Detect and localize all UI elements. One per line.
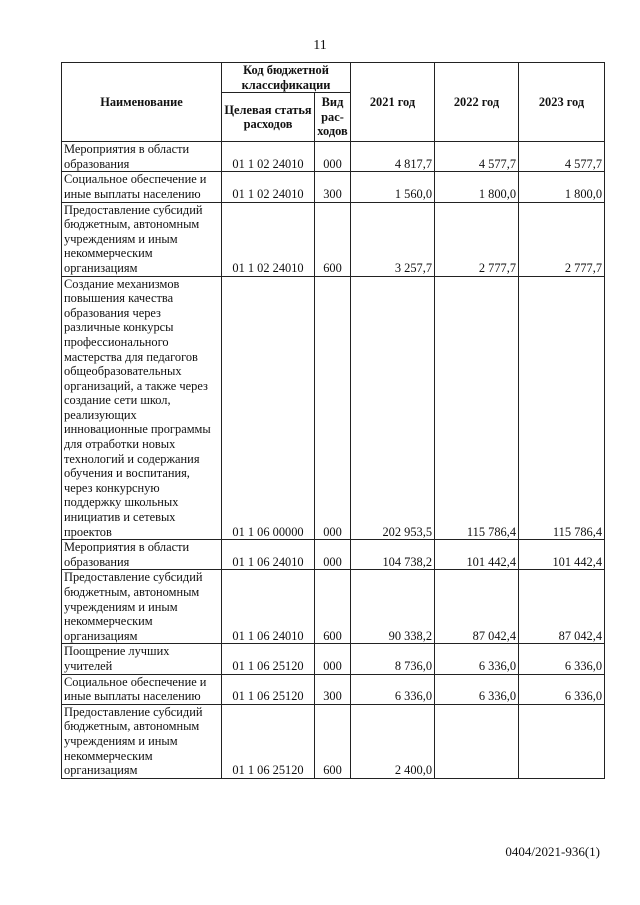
budget-table	[61, 62, 605, 779]
cell-name: Предоставление субсидий бюджетным, автономным учреждениям и иным некоммерческим организациям	[62, 570, 222, 644]
table-header	[62, 63, 605, 142]
cell-target-article: 01 1 02 24010	[222, 202, 315, 276]
cell-2023: 115 786,4	[519, 276, 605, 540]
cell-2022: 87 042,4	[435, 570, 519, 644]
table-row	[62, 704, 605, 778]
cell-2023: 4 577,7	[519, 142, 605, 172]
cell-2023: 6 336,0	[519, 644, 605, 674]
cell-2021: 104 738,2	[351, 540, 435, 570]
cell-name: Мероприятия в области образования	[62, 540, 222, 570]
cell-target-article: 01 1 06 24010	[222, 540, 315, 570]
header-code-group: Код бюджетной классификации	[222, 63, 351, 93]
cell-2023: 1 800,0	[519, 172, 605, 202]
cell-name: Предоставление субсидий бюджетным, автономным учреждениям и иным некоммерческим организациям	[62, 202, 222, 276]
cell-2022: 4 577,7	[435, 142, 519, 172]
cell-2022: 6 336,0	[435, 674, 519, 704]
cell-2022: 6 336,0	[435, 644, 519, 674]
document-number: 0404/2021-936(1)	[505, 844, 600, 859]
cell-target-article: 01 1 02 24010	[222, 172, 315, 202]
cell-name: Социальное обеспечение и иные выплаты населению	[62, 172, 222, 202]
cell-2021: 8 736,0	[351, 644, 435, 674]
cell-2022: 1 800,0	[435, 172, 519, 202]
cell-expense-type: 600	[315, 570, 351, 644]
cell-target-article: 01 1 06 25120	[222, 704, 315, 778]
table-row	[62, 644, 605, 674]
cell-expense-type: 000	[315, 142, 351, 172]
cell-expense-type: 300	[315, 172, 351, 202]
cell-expense-type: 300	[315, 674, 351, 704]
cell-2022	[435, 704, 519, 778]
cell-2023	[519, 704, 605, 778]
header-2021: 2021 год	[351, 63, 435, 142]
header-name: Наименование	[62, 63, 222, 142]
cell-2022: 115 786,4	[435, 276, 519, 540]
cell-2023: 101 442,4	[519, 540, 605, 570]
header-2022: 2022 год	[435, 63, 519, 142]
cell-2023: 87 042,4	[519, 570, 605, 644]
table-row	[62, 674, 605, 704]
page-number: 11	[313, 38, 327, 53]
cell-expense-type: 000	[315, 540, 351, 570]
cell-name: Предоставление субсидий бюджетным, автономным учреждениям и иным некоммерческим организациям	[62, 704, 222, 778]
cell-2021: 4 817,7	[351, 142, 435, 172]
table-row	[62, 570, 605, 644]
cell-2021: 202 953,5	[351, 276, 435, 540]
header-2023: 2023 год	[519, 63, 605, 142]
cell-name: Социальное обеспечение и иные выплаты населению	[62, 674, 222, 704]
cell-target-article: 01 1 06 00000	[222, 276, 315, 540]
table-row	[62, 540, 605, 570]
cell-2021: 6 336,0	[351, 674, 435, 704]
cell-2021: 2 400,0	[351, 704, 435, 778]
cell-target-article: 01 1 06 24010	[222, 570, 315, 644]
table-row	[62, 172, 605, 202]
cell-2023: 6 336,0	[519, 674, 605, 704]
cell-expense-type: 000	[315, 276, 351, 540]
table-row	[62, 276, 605, 540]
cell-2021: 90 338,2	[351, 570, 435, 644]
cell-name: Мероприятия в области образования	[62, 142, 222, 172]
cell-expense-type: 000	[315, 644, 351, 674]
table-row	[62, 202, 605, 276]
header-target: Целевая статья расходов	[222, 93, 315, 142]
header-row	[62, 63, 605, 93]
cell-target-article: 01 1 02 24010	[222, 142, 315, 172]
header-type: Вид рас-ходов	[315, 93, 351, 142]
cell-target-article: 01 1 06 25120	[222, 644, 315, 674]
cell-2022: 2 777,7	[435, 202, 519, 276]
table-body	[62, 142, 605, 779]
cell-name: Создание механизмов повышения качества образования через различные конкурсы профессионального мастерства для педагогов общеобразовательных организаций, а также через создание сети школ, реализующих инновационные программы для отработки новых технологий и содержания обучения и воспитания, через конкурсную поддержку школьных инициатив и сетевых проектов	[62, 276, 222, 540]
cell-target-article: 01 1 06 25120	[222, 674, 315, 704]
cell-2021: 1 560,0	[351, 172, 435, 202]
cell-2022: 101 442,4	[435, 540, 519, 570]
cell-expense-type: 600	[315, 704, 351, 778]
cell-name: Поощрение лучших учителей	[62, 644, 222, 674]
cell-expense-type: 600	[315, 202, 351, 276]
cell-2021: 3 257,7	[351, 202, 435, 276]
cell-2023: 2 777,7	[519, 202, 605, 276]
table-row	[62, 142, 605, 172]
